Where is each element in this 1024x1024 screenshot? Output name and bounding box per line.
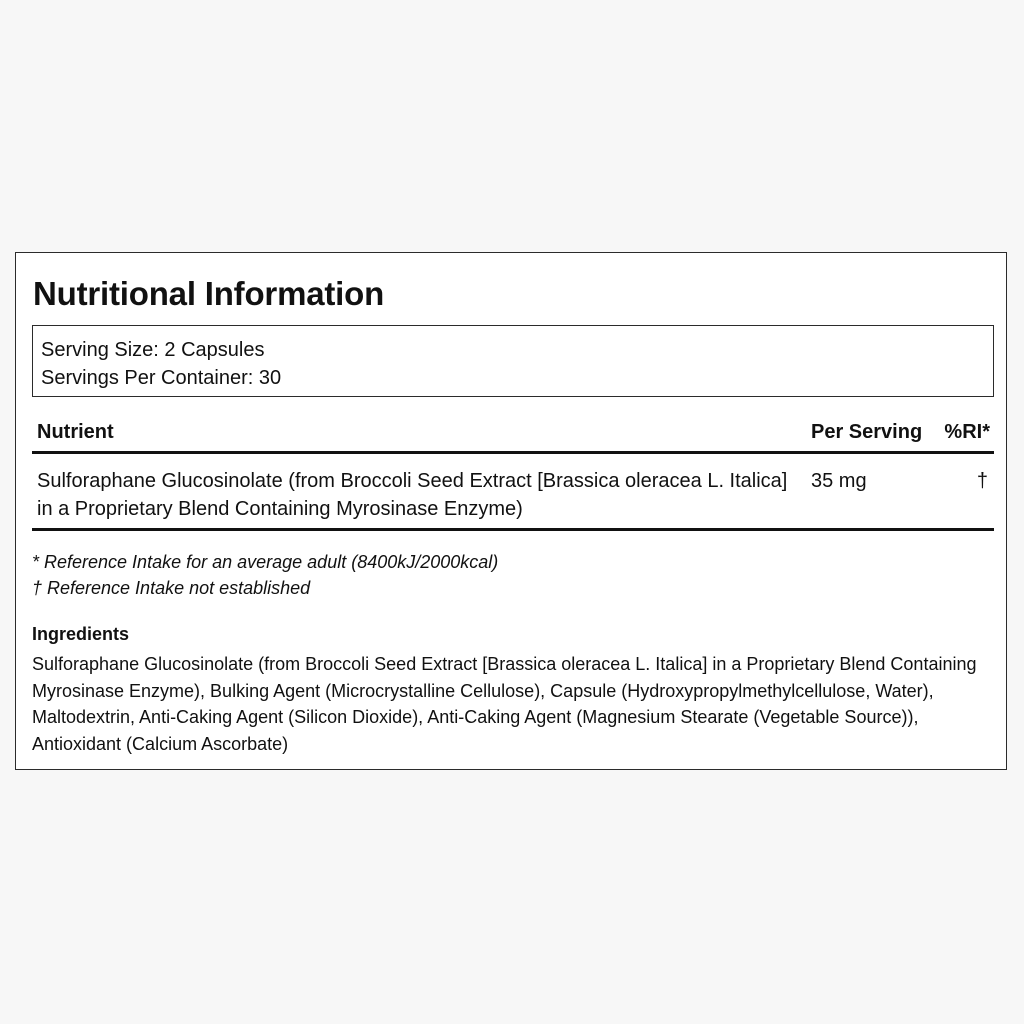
nutrient-amount: 35 mg: [811, 470, 867, 492]
nutrition-panel: [15, 252, 1007, 770]
panel-title: Nutritional Information: [33, 275, 385, 312]
column-header-nutrient: Nutrient: [37, 421, 114, 443]
footnote-ri: * Reference Intake for an average adult (8400kJ/2000kcal): [32, 552, 499, 572]
nutrient-table-header: [32, 415, 994, 454]
footnotes: [32, 549, 498, 601]
nutrient-name: Sulforaphane Glucosinolate (from Broccoli Seed Extract [Brassica oleracea L. Italica] in a Proprietary Blend Containing Myrosinase Enzyme): [37, 470, 788, 520]
nutrient-ri: †: [976, 470, 988, 492]
column-header-per-serving: Per Serving: [811, 421, 923, 443]
ingredients-text: Sulforaphane Glucosinolate (from Broccoli Seed Extract [Brassica oleracea L. Italica] in a Proprietary Blend Containing Myrosinase Enzyme), Bulking Agent (Microcrystalline Cellulose), Capsule (Hydroxypropylmethylcellulose, Water), Maltodextrin, Anti-Caking Agent (Silicon Dioxide), Anti-Caking Agent (Magnesium Stearate (Vegetable Source)), Antioxidant (Calcium Ascorbate): [32, 654, 977, 754]
servings-per-container: Servings Per Container: 30: [41, 367, 282, 389]
footnote-dagger: † Reference Intake not established: [32, 578, 311, 598]
serving-info-box: [32, 325, 994, 397]
serving-size: Serving Size: 2 Capsules: [41, 339, 265, 361]
ingredients-heading: Ingredients: [32, 624, 130, 644]
table-row: [32, 454, 994, 531]
column-header-ri: %RI*: [944, 421, 990, 443]
